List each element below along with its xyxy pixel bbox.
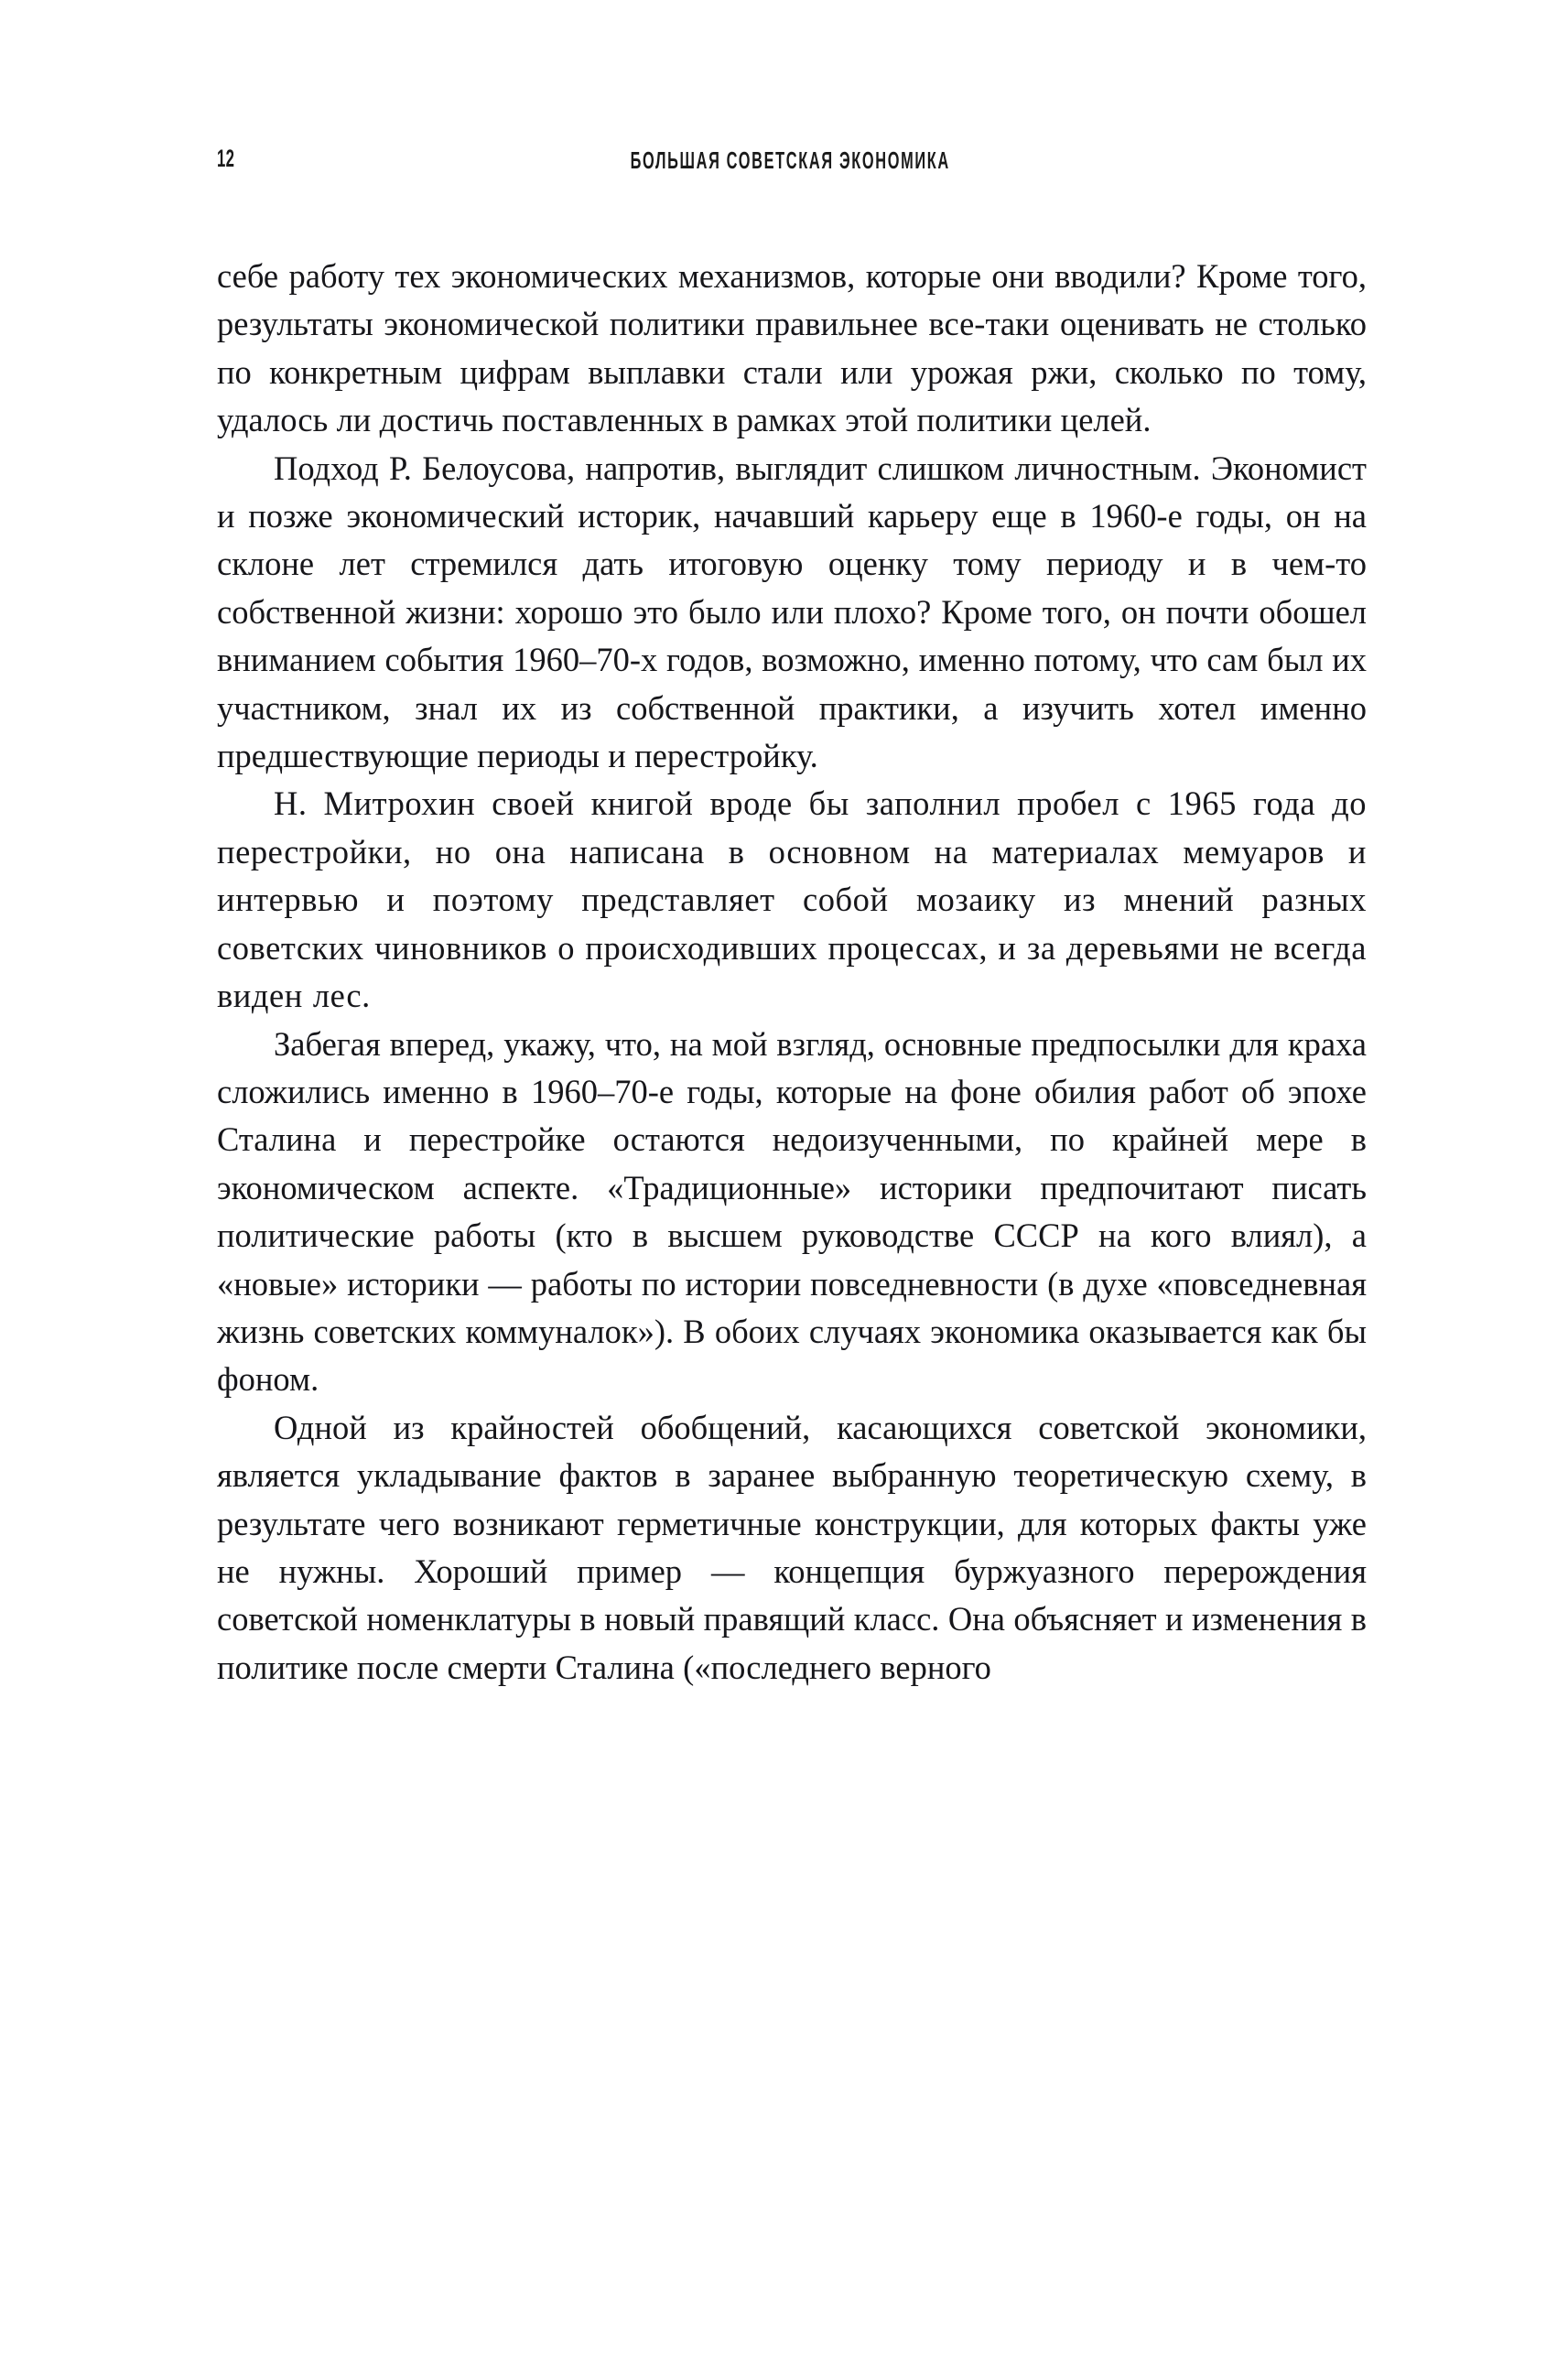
- running-head: [217, 146, 1364, 174]
- paragraph: Забегая вперед, укажу, что, на мой взгляд, основные предпосылки для краха сложились именно в 1960–70-е годы, которые на фоне обилия работ об эпохе Сталина и перестройке остаются недоизученными, по крайней мере в экономическом аспекте. «Традиционные» историки предпочитают писать политические работы (кто в высшем руководстве СССР на кого влиял), а «новые» историки — работы по истории повседневности (в духе «повседневная жизнь советских коммуналок»). В обоих случаях экономика оказывается как бы фоном.: [217, 1024, 1367, 1399]
- page-number: 12: [217, 145, 235, 172]
- running-head-label: БОЛЬШАЯ СОВЕТСКАЯ ЭКОНОМИКА: [630, 146, 951, 174]
- page-header: [217, 145, 1364, 181]
- paragraph: себе работу тех экономических механизмов, которые они вводили? Кроме того, результаты экономической политики правильнее все-таки оценивать не столько по конкретным цифрам выплавки стали или урожая ржи, сколько по тому, удалось ли достичь поставленных в рамках этой политики целей.: [217, 257, 1367, 439]
- paragraph: Н. Митрохин своей книгой вроде бы заполнил пробел с 1965 года до перестройки, но она написана в основном на материалах мемуаров и интервью и поэтому представляет собой мозаику из мнений разных советских чиновников о происходивших процессах, и за деревьями не всегда виден лес.: [217, 784, 1367, 1015]
- paragraph: Подход Р. Белоусова, напротив, выглядит слишком личностным. Экономист и позже экономический историк, начавший карьеру еще в 1960-е годы, он на склоне лет стремился дать итоговую оценку тому периоду и в чем-то собственной жизни: хорошо это было или плохо? Кроме того, он почти обошел вниманием события 1960–70-х годов, возможно, именно потому, что сам был их участником, знал их из собственной практики, а изучить хотел именно предшествующие периоды и перестройку.: [217, 449, 1367, 775]
- paragraph: Одной из крайностей обобщений, касающихся советской экономики, является укладывание фактов в заранее выбранную теоретическую схему, в результате чего возникают герметичные конструкции, для которых факты уже не нужны. Хороший пример — концепция буржуазного перерождения советской номенклатуры в новый правящий класс. Она объясняет и изменения в политике после смерти Сталина («последнего верного: [217, 1408, 1367, 1686]
- body-text-column: [217, 253, 1367, 1692]
